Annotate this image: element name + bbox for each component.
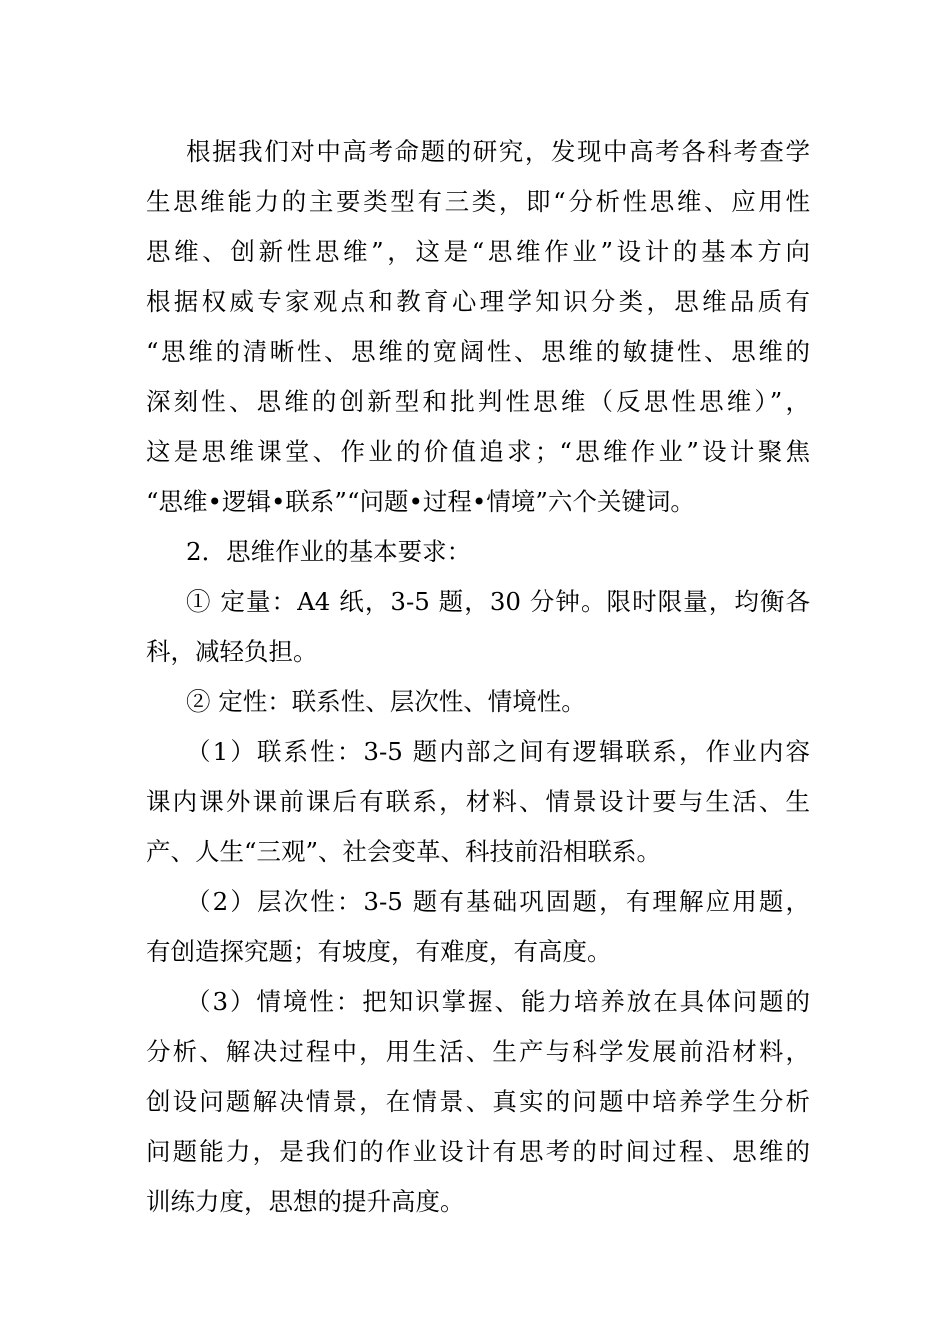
text-line: 有创造探究题；有坡度，有难度，有高度。 [146, 937, 612, 966]
text-line: （2）层次性：3-5 题有基础巩固题，有理解应用题， [186, 887, 810, 916]
text-line: ① 定量：A4 纸，3-5 题，30 分钟。限时限量，均衡各 [186, 587, 810, 616]
text-line: 根据权威专家观点和教育心理学知识分类，思维品质有 [146, 287, 810, 316]
text-line: 课内课外课前课后有联系，材料、情景设计要与生活、生 [146, 787, 810, 816]
text-line: 训练力度，思想的提升高度。 [146, 1187, 465, 1216]
text-line: 分析、解决过程中，用生活、生产与科学发展前沿材料， [146, 1037, 810, 1066]
text-line: （1）联系性：3-5 题内部之间有逻辑联系，作业内容 [186, 737, 810, 766]
text-line: （3）情境性：把知识掌握、能力培养放在具体问题的 [186, 987, 810, 1016]
section-heading: 2．思维作业的基本要求： [186, 537, 472, 566]
text-line: 根据我们对中高考命题的研究，发现中高考各科考查学 [186, 137, 810, 166]
text-line: 问题能力，是我们的作业设计有思考的时间过程、思维的 [146, 1137, 810, 1166]
text-line: 思维、创新性思维”，这是“思维作业”设计的基本方向 [146, 237, 810, 266]
text-line: 生思维能力的主要类型有三类，即“分析性思维、应用性 [146, 187, 810, 216]
text-line: 深刻性、思维的创新型和批判性思维（反思性思维）”， [146, 387, 810, 416]
text-line: 这是思维课堂、作业的价值追求；“思维作业”设计聚焦 [146, 437, 810, 466]
text-line: 创设问题解决情景，在情景、真实的问题中培养学生分析 [146, 1087, 810, 1116]
text-line: “思维•逻辑•联系”“问题•过程•情境”六个关键词。 [146, 487, 695, 516]
paragraph-quality: ② 定性：联系性、层次性、情境性。 [186, 687, 586, 716]
text-line: 科，减轻负担。 [146, 637, 318, 666]
text-line: 产、人生“三观”、社会变革、科技前沿相联系。 [146, 837, 662, 866]
text-line: “思维的清晰性、思维的宽阔性、思维的敏捷性、思维的 [146, 337, 810, 366]
